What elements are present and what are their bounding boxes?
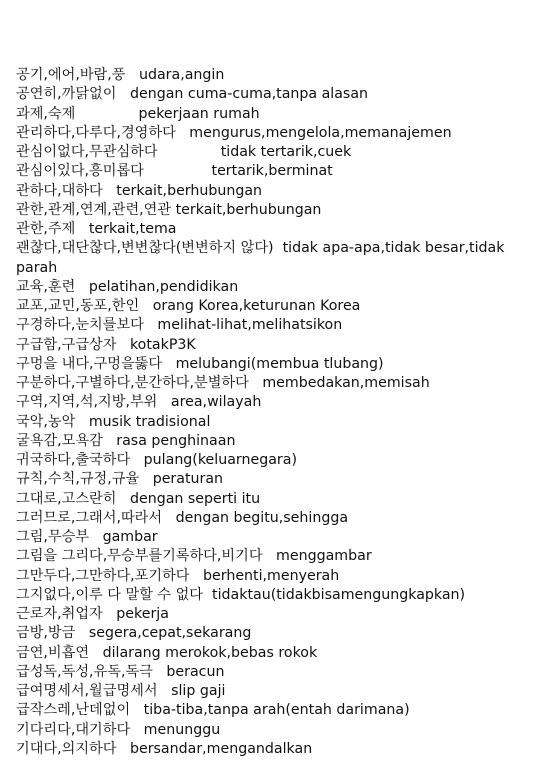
entry-text: 관한,관계,연계,관련,연관 terkait,berhubungan <box>16 201 322 218</box>
vocabulary-entry <box>16 143 526 162</box>
entry-text: 관심이있다,흥미롭다 tertarik,berminat <box>16 163 333 180</box>
entry-text: 구급함,구급상자 kotakP3K <box>16 336 196 353</box>
entry-text: 관한,주제 terkait,tema <box>16 221 177 237</box>
entry-text: 그림,무승부 gambar <box>16 529 158 545</box>
entry-text: 급작스레,난데없이 tiba-tiba,tanpa arah(entah darimana) <box>16 702 410 719</box>
vocabulary-entry <box>16 682 526 701</box>
vocabulary-entry <box>16 470 526 489</box>
vocabulary-entry <box>16 374 526 393</box>
vocabulary-entry <box>16 220 526 239</box>
vocabulary-entry <box>16 432 526 451</box>
vocabulary-entry <box>16 605 526 624</box>
entry-text: 공연히,까닭없이 dengan cuma-cuma,tanpa alasan <box>16 86 369 103</box>
entry-text: 구분하다,구별하다,분간하다,분별하다 membedakan,memisah <box>16 375 430 391</box>
entry-text: 교포,교민,동포,한인 orang Korea,keturunan Korea <box>16 298 361 314</box>
entry-text: 굴욕감,모욕감 rasa penghinaan <box>16 432 236 449</box>
vocabulary-list <box>16 66 526 759</box>
vocabulary-entry <box>16 701 526 720</box>
vocabulary-entry <box>16 66 526 85</box>
vocabulary-entry <box>16 567 526 586</box>
vocabulary-entry <box>16 278 526 297</box>
vocabulary-entry <box>16 721 526 740</box>
vocabulary-entry <box>16 355 526 374</box>
entry-text: 급여명세서,월급명세서 slip gaji <box>16 683 226 699</box>
entry-text: 관하다,대하다 terkait,berhubungan <box>16 182 263 199</box>
vocabulary-entry <box>16 239 526 278</box>
entry-text: 구역,지역,석,지방,부위 area,wilayah <box>16 394 262 411</box>
vocabulary-entry <box>16 201 526 220</box>
entry-text: 그대로,고스란히 dengan seperti itu <box>16 490 261 507</box>
vocabulary-entry <box>16 663 526 682</box>
entry-text: 국악,농악 musik tradisional <box>16 413 211 430</box>
vocabulary-entry <box>16 547 526 566</box>
vocabulary-entry <box>16 162 526 181</box>
vocabulary-entry <box>16 124 526 143</box>
entry-text: 괜찮다,대단찮다,변변찮다(변변하지 않다) tidak apa-apa,tidak besar,tidak parah <box>16 240 509 276</box>
vocabulary-entry <box>16 586 526 605</box>
entry-text: 그지없다,이루 다 말할 수 없다 tidaktau(tidakbisamengungkapkan) <box>16 586 466 603</box>
entry-text: 그러므로,그래서,따라서 dengan begitu,sehingga <box>16 509 349 526</box>
vocabulary-entry <box>16 336 526 355</box>
entry-text: 근로자,취업자 pekerja <box>16 606 169 622</box>
vocabulary-entry <box>16 297 526 316</box>
entry-text: 금방,방금 segera,cepat,sekarang <box>16 625 252 642</box>
vocabulary-entry <box>16 182 526 201</box>
entry-text: 그림을 그리다,무승부를기록하다,비기다 menggambar <box>16 548 372 565</box>
vocabulary-entry <box>16 393 526 412</box>
entry-text: 급성독,독성,유독,독극 beracun <box>16 663 225 680</box>
entry-text: 귀국하다,출국하다 pulang(keluarnegara) <box>16 452 297 468</box>
entry-text: 금연,비흡연 dilarang merokok,bebas rokok <box>16 644 318 661</box>
entry-text: 기다리다,대기하다 menunggu <box>16 721 221 738</box>
vocabulary-entry <box>16 490 526 509</box>
entry-text: 규칙,수칙,규정,규율 peraturan <box>16 471 224 488</box>
vocabulary-entry <box>16 451 526 470</box>
entry-text: 교육,훈련 pelatihan,pendidikan <box>16 278 239 295</box>
vocabulary-entry <box>16 644 526 663</box>
vocabulary-entry <box>16 105 526 124</box>
vocabulary-entry <box>16 528 526 547</box>
entry-text: 그만두다,그만하다,포기하다 berhenti,menyerah <box>16 567 340 584</box>
entry-text: 구멍을 내다,구멍을뚫다 melubangi(membua tlubang) <box>16 355 384 372</box>
entry-text: 관심이없다,무관심하다 tidak tertarik,cuek <box>16 144 352 160</box>
vocabulary-entry <box>16 509 526 528</box>
vocabulary-entry <box>16 624 526 643</box>
entry-text: 공기,에어,바람,풍 udara,angin <box>16 67 225 83</box>
vocabulary-entry <box>16 413 526 432</box>
vocabulary-entry <box>16 740 526 759</box>
entry-text: 과제,숙제 pekerjaan rumah <box>16 105 260 122</box>
entry-text: 관리하다,다루다,경영하다 mengurus,mengelola,memanajemen <box>16 124 452 141</box>
entry-text: 구경하다,눈치를보다 melihat-lihat,melihatsikon <box>16 317 343 334</box>
vocabulary-entry <box>16 316 526 335</box>
vocabulary-entry <box>16 85 526 104</box>
entry-text: 기대다,의지하다 bersandar,mengandalkan <box>16 740 313 757</box>
